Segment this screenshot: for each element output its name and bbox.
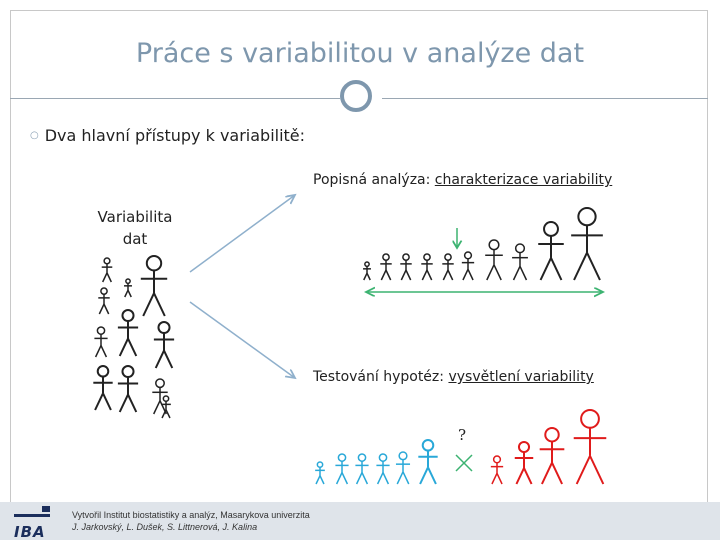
- person-figure: [94, 327, 107, 357]
- person-figure: [515, 442, 533, 484]
- person-figure: [442, 254, 453, 280]
- figures-group: [93, 208, 606, 484]
- descriptive-emph: charakterizace variability: [434, 172, 613, 188]
- person-figure: [418, 440, 437, 484]
- person-figure: [540, 428, 565, 484]
- person-figure: [485, 240, 503, 280]
- person-figure: [396, 452, 410, 484]
- person-figure: [538, 222, 564, 280]
- cross-mark: [456, 455, 472, 471]
- person-figure: [400, 254, 411, 280]
- footer-bar: [0, 502, 720, 540]
- person-figure: [421, 254, 432, 280]
- person-figure: [102, 258, 113, 282]
- question-mark: ?: [458, 426, 467, 444]
- iba-logo-text: IBA: [14, 523, 46, 541]
- source-label-line1: Variabilita: [97, 208, 173, 226]
- person-figure: [118, 366, 138, 412]
- person-figure: [93, 366, 112, 410]
- person-figure: [376, 454, 389, 484]
- person-figure: [574, 410, 607, 484]
- arrow-to-descriptive: [190, 195, 295, 272]
- person-figure: [462, 252, 474, 280]
- bullet-icon: ○: [30, 130, 39, 141]
- person-figure: [141, 256, 167, 316]
- person-figure: [118, 310, 138, 356]
- descriptive-prefix: Popisná analýza:: [313, 172, 435, 188]
- source-label-line2: dat: [122, 230, 148, 248]
- person-figure: [124, 279, 132, 297]
- arrow-to-testing: [190, 302, 295, 378]
- person-figure: [491, 456, 503, 484]
- person-figure: [512, 244, 528, 280]
- slide-title: Práce s variabilitou v analýze dat: [135, 38, 585, 69]
- testing-prefix: Testování hypotéz:: [313, 369, 449, 385]
- person-figure: [355, 454, 368, 484]
- person-figure: [335, 454, 348, 484]
- bullet-text: Dva hlavní přístupy k variabilitě:: [44, 126, 306, 145]
- person-figure: [363, 262, 371, 280]
- footer-line2: J. Jarkovský, L. Dušek, S. Littnerová, J. Kalina: [72, 522, 258, 532]
- footer-line1: Vytvořil Institut biostatistiky a analýz, Masarykova univerzita: [72, 510, 310, 520]
- person-figure: [154, 322, 174, 368]
- person-figure: [571, 208, 603, 280]
- testing-emph: vysvětlení variability: [448, 369, 594, 385]
- person-figure: [315, 462, 325, 484]
- person-figure: [98, 288, 109, 314]
- person-figure: [380, 254, 391, 280]
